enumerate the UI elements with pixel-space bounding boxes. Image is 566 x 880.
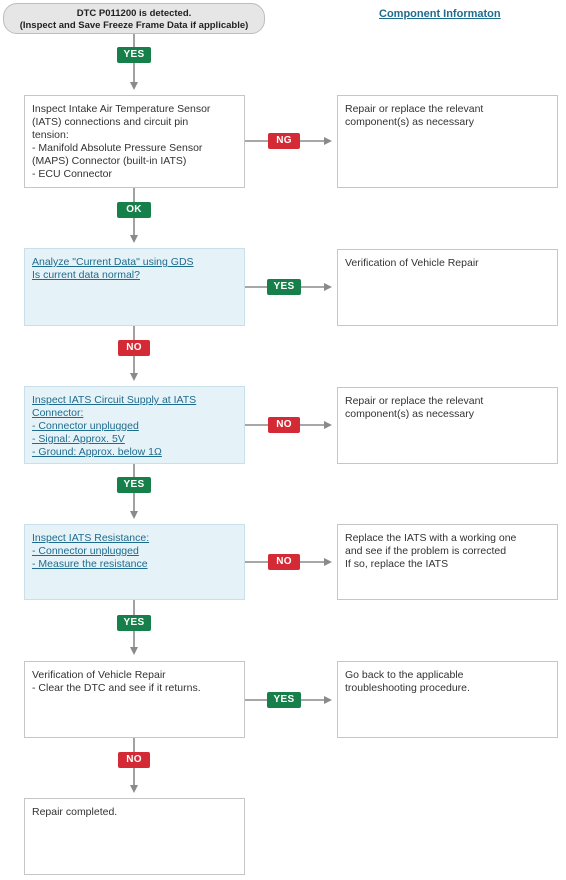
yes-badge: YES [267,692,301,708]
step-inspect-circuit-supply [24,386,245,464]
connector-unplugged-link[interactable]: - Connector unplugged [32,420,139,432]
step-text: Repair completed. [32,806,118,818]
result-text: Repair or replace the relevant [345,103,484,115]
no-badge: NO [268,554,300,570]
step-text: (IATS) connections and circuit pin [32,116,189,128]
result-verification-of-vehicle-repair [337,249,558,326]
yes-badge: YES [267,279,301,295]
start-text-line1: DTC P011200 is detected. [76,8,192,19]
step-text: (MAPS) Connector (built-in IATS) [32,155,187,167]
step-repair-completed [24,798,245,875]
result-text: Repair or replace the relevant [345,395,484,407]
step-verification-of-vehicle-repair [24,661,245,738]
no-badge: NO [118,340,150,356]
step-inspect-iats-connections [24,95,245,188]
result-repair-or-replace [337,95,558,188]
ok-badge: OK [117,202,151,218]
step-text: Inspect Intake Air Temperature Sensor [32,103,211,115]
step-text: - ECU Connector [32,168,112,180]
start-node [3,3,265,34]
measure-resistance-link[interactable]: - Measure the resistance [32,558,148,570]
ground-link[interactable]: - Ground: Approx. below 1Ω [32,446,162,458]
no-badge: NO [268,417,300,433]
yes-badge: YES [117,615,151,631]
result-text: and see if the problem is corrected [345,545,507,557]
analyze-current-data-link[interactable]: Analyze "Current Data" using GDS [32,256,194,268]
result-text: Replace the IATS with a working one [345,532,517,544]
result-text: Go back to the applicable [345,669,464,681]
step-text: - Clear the DTC and see if it returns. [32,682,201,694]
result-repair-or-replace [337,387,558,464]
current-data-normal-link[interactable]: Is current data normal? [32,269,140,281]
result-replace-iats [337,524,558,600]
step-inspect-iats-resistance [24,524,245,600]
result-go-back-to-troubleshooting [337,661,558,738]
step-text: Verification of Vehicle Repair [32,669,166,681]
no-badge: NO [118,752,150,768]
result-text: Verification of Vehicle Repair [345,257,479,269]
step-text: tension: [32,129,69,141]
ng-badge: NG [268,133,300,149]
result-text: troubleshooting procedure. [345,682,470,694]
step-text: - Manifold Absolute Pressure Sensor [32,142,203,154]
yes-badge: YES [117,47,151,63]
result-text: component(s) as necessary [345,116,474,128]
circuit-supply-link[interactable]: Connector: [32,407,84,419]
result-text: component(s) as necessary [345,408,474,420]
yes-badge: YES [117,477,151,493]
start-text-line2: (Inspect and Save Freeze Frame Data if applicable) [19,20,249,31]
iats-resistance-link[interactable]: Inspect IATS Resistance: [32,532,150,544]
circuit-supply-link[interactable]: Inspect IATS Circuit Supply at IATS [32,394,197,406]
component-information-link[interactable]: Component Informaton [379,8,501,20]
signal-link[interactable]: - Signal: Approx. 5V [32,433,125,445]
step-analyze-current-data [24,248,245,326]
result-text: If so, replace the IATS [345,558,449,570]
connector-unplugged-link[interactable]: - Connector unplugged [32,545,139,557]
